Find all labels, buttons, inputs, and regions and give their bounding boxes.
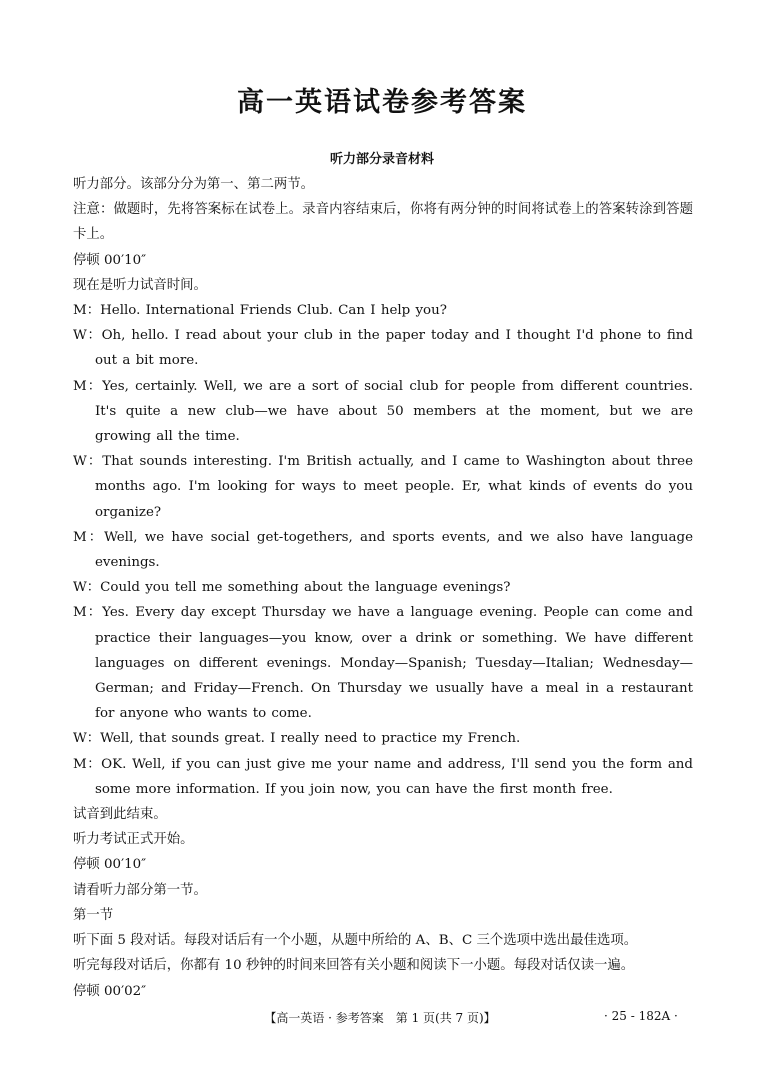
transcript-line: 听下面 5 段对话。每段对话后有一个小题，从题中所给的 A、B、C 三个选项中选出最佳选项。: [73, 933, 638, 949]
dialogue-line: M：OK. Well, if you can just give me your name and address, I'll send you the form and some more information. If you join now, you can have the first month free.: [73, 756, 693, 797]
footer-page-info: 【高一英语 · 参考答案 第 1 页(共 7 页)】: [264, 1011, 496, 1025]
transcript-line: 停顿 00′10″: [73, 857, 147, 873]
transcript-line: 试音到此结束。: [73, 807, 167, 823]
dialogue-line: W：Could you tell me something about the language evenings?: [73, 580, 511, 596]
dialogue-line: W：Oh, hello. I read about your club in the paper today and I thought I'd phone to find out a bit more.: [73, 328, 693, 369]
transcript-line: 听完每段对话后，你都有 10 秒钟的时间来回答有关小题和阅读下一小题。每段对话仅读一遍。: [73, 958, 635, 974]
transcript-line: 停顿 00′10″: [73, 252, 147, 268]
transcript-line: 听力部分。该部分分为第一、第二两节。: [73, 177, 315, 192]
dialogue-line: M：Well, we have social get-togethers, and sports events, and we also have language evenings.: [73, 529, 693, 571]
transcript-line: 现在是听力试音时间。: [73, 277, 207, 293]
transcript-line: 请看听力部分第一节。: [73, 882, 207, 898]
transcript-line: 听力考试正式开始。: [73, 832, 194, 848]
section-subtitle: 听力部分录音材料: [329, 152, 434, 167]
page-title: 高一英语试卷参考答案: [237, 87, 527, 118]
dialogue-line: M：Yes, certainly. Well, we are a sort of social club for people from different countries. It's quite a new club—we have about 50 members at the moment, but we are growing all the time.: [73, 378, 693, 445]
footer-exam-code: · 25 - 182A ·: [604, 1009, 678, 1023]
dialogue-line: M：Yes. Every day except Thursday we have a language evening. People can come and practice their languages—you know, over a drink or something. We have different languages on different evenings. Monday—Spanish; Tuesday—Italian; Wednesday—German; and Friday—French. On Thursday we usually have a meal in a restaurant for anyone who wants to come.: [73, 605, 693, 722]
transcript-line: 第一节: [73, 907, 114, 923]
listening-transcript: [73, 172, 693, 1004]
dialogue-line: M：Hello. International Friends Club. Can I help you?: [73, 303, 447, 319]
dialogue-line: W：That sounds interesting. I'm British actually, and I came to Washington about three months ago. I'm looking for ways to meet people. Er, what kinds of events do you organize?: [73, 454, 693, 520]
dialogue-line: W：Well, that sounds great. I really need to practice my French.: [73, 731, 521, 747]
transcript-line: 注意：做题时，先将答案标在试卷上。录音内容结束后，你将有两分钟的时间将试卷上的答案转涂到答题卡上。: [73, 202, 693, 243]
transcript-line: 停顿 00′02″: [73, 983, 147, 999]
